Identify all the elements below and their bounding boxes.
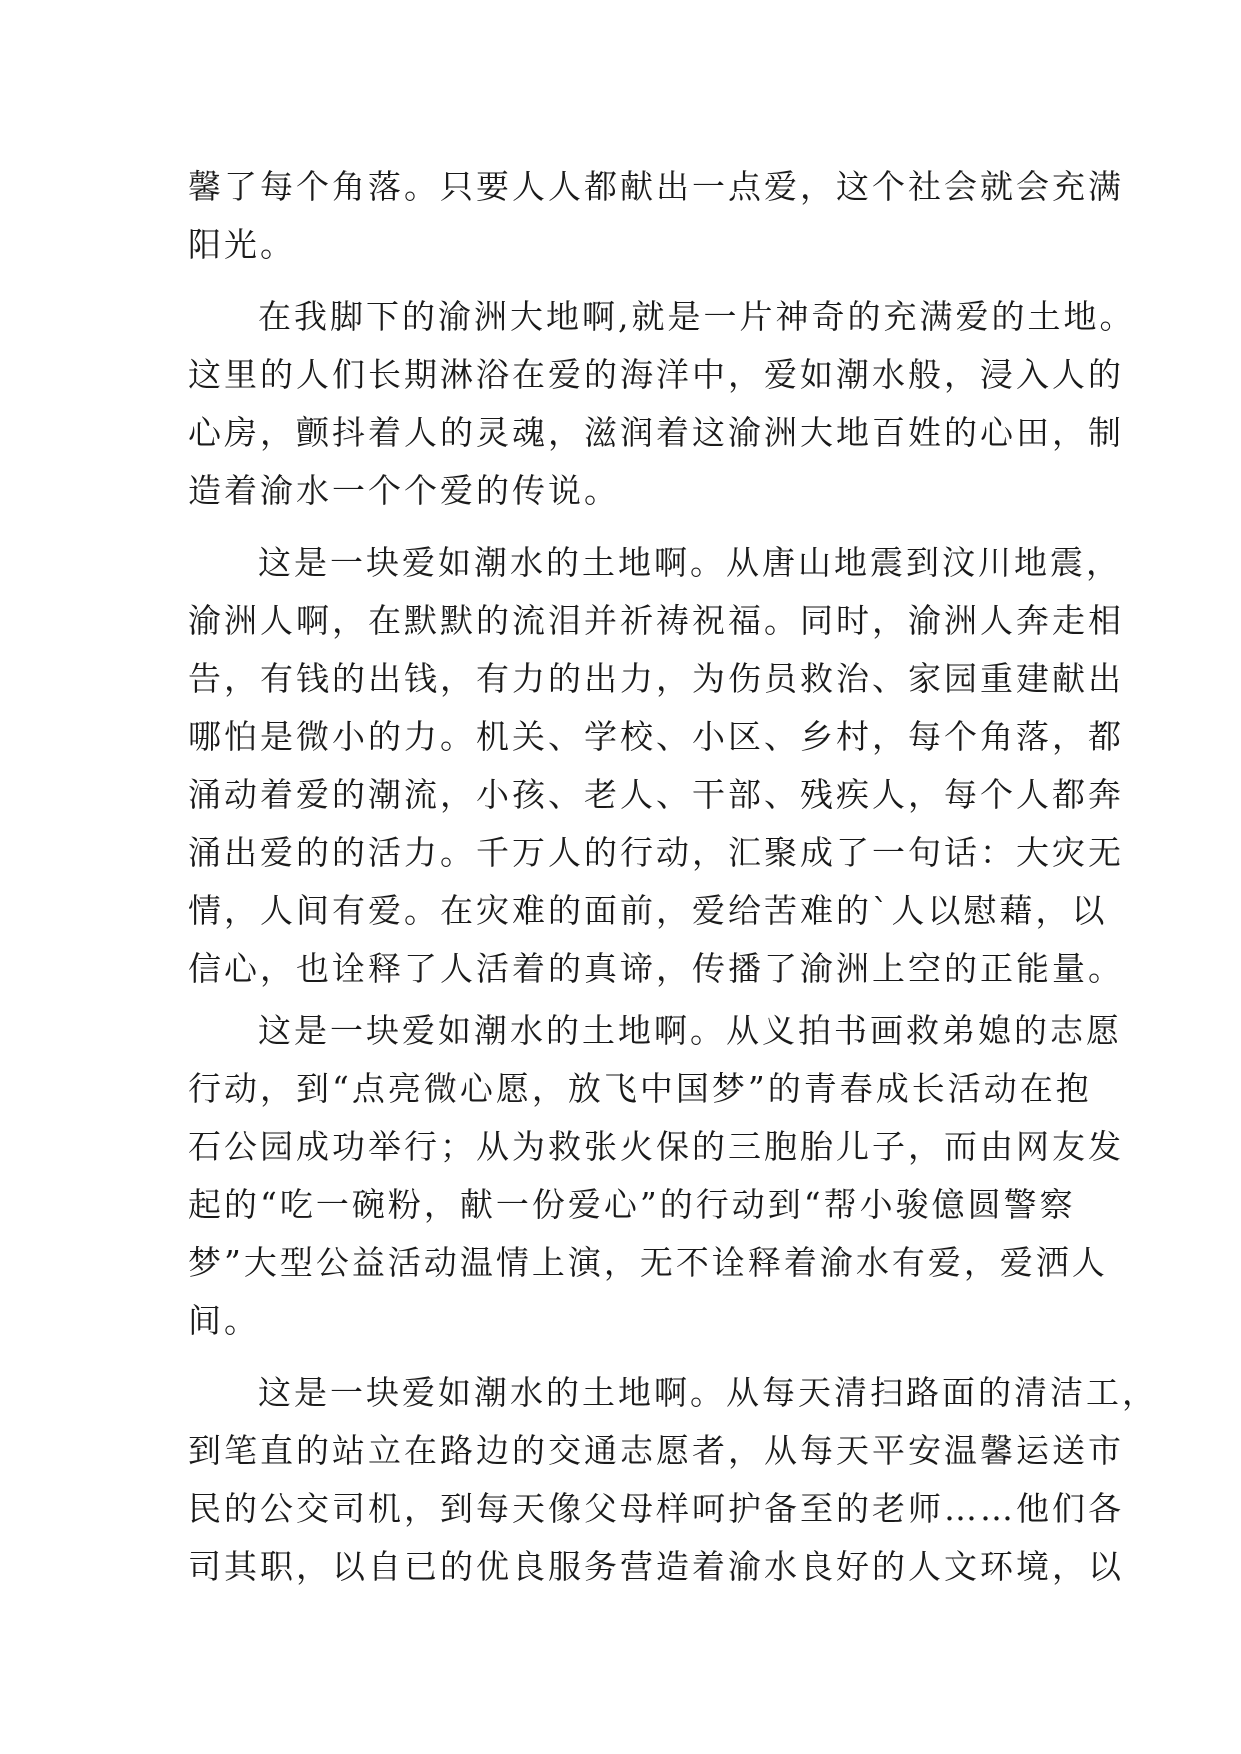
text-line: 在我脚下的渝洲大地啊,就是一片神奇的充满爱的土地。 — [258, 297, 1136, 336]
text-line: 渝洲人啊，在默默的流泪并祈祷祝福。同时，渝洲人奔走相 — [188, 601, 1124, 640]
text-line: 起的“吃一碗粉，献一份爱心”的行动到“帮小骏億圆警察 — [188, 1185, 1076, 1224]
text-line: 这里的人们长期淋浴在爱的海洋中，爱如潮水般，浸入人的 — [188, 355, 1124, 394]
text-line: 情，人间有爱。在灾难的面前，爱给苦难的`人以慰藉，以 — [188, 891, 1108, 930]
text-line: 行动，到“点亮微心愿，放飞中国梦”的青春成长活动在抱 — [188, 1069, 1092, 1108]
text-line: 告，有钱的出钱，有力的出力，为伤员救治、家园重建献出 — [188, 659, 1124, 698]
text-line: 司其职，以自已的优良服务营造着渝水良好的人文环境，以 — [188, 1547, 1124, 1586]
text-line: 这是一块爱如潮水的土地啊。从义拍书画救弟媳的志愿 — [258, 1011, 1122, 1050]
text-line: 造着渝水一个个爱的传说。 — [188, 471, 620, 510]
paragraph-3 — [188, 534, 1124, 998]
paragraph-2 — [188, 288, 1136, 520]
text-line: 民的公交司机，到每天像父母样呵护备至的老师……他们各 — [188, 1489, 1124, 1528]
text-line: 哪怕是微小的力。机关、学校、小区、乡村，每个角落，都 — [188, 717, 1124, 756]
text-line: 信心，也诠释了人活着的真谛，传播了渝洲上空的正能量。 — [188, 949, 1124, 988]
paragraph-5 — [188, 1364, 1158, 1596]
paragraph-1 — [188, 158, 1124, 274]
text-line: 阳光。 — [188, 225, 296, 264]
text-line: 这是一块爱如潮水的土地啊。从唐山地震到汶川地震， — [258, 543, 1122, 582]
text-line: 馨了每个角落。只要人人都献出一点爱，这个社会就会充满 — [188, 167, 1124, 206]
paragraph-4 — [188, 1002, 1124, 1350]
text-line: 涌动着爱的潮流，小孩、老人、干部、残疾人，每个人都奔 — [188, 775, 1124, 814]
text-line: 石公园成功举行；从为救张火保的三胞胎儿子，而由网友发 — [188, 1127, 1124, 1166]
text-line: 心房，颤抖着人的灵魂，滋润着这渝洲大地百姓的心田，制 — [188, 413, 1124, 452]
text-line: 涌出爱的的活力。千万人的行动，汇聚成了一句话：大灾无 — [188, 833, 1124, 872]
text-line: 间。 — [188, 1301, 260, 1340]
document-body — [188, 158, 1158, 1596]
text-line: 梦”大型公益活动温情上演，无不诠释着渝水有爱，爱洒人 — [188, 1243, 1108, 1282]
text-line: 到笔直的站立在路边的交通志愿者，从每天平安温馨运送市 — [188, 1431, 1124, 1470]
text-line: 这是一块爱如潮水的土地啊。从每天清扫路面的清洁工， — [258, 1373, 1158, 1412]
